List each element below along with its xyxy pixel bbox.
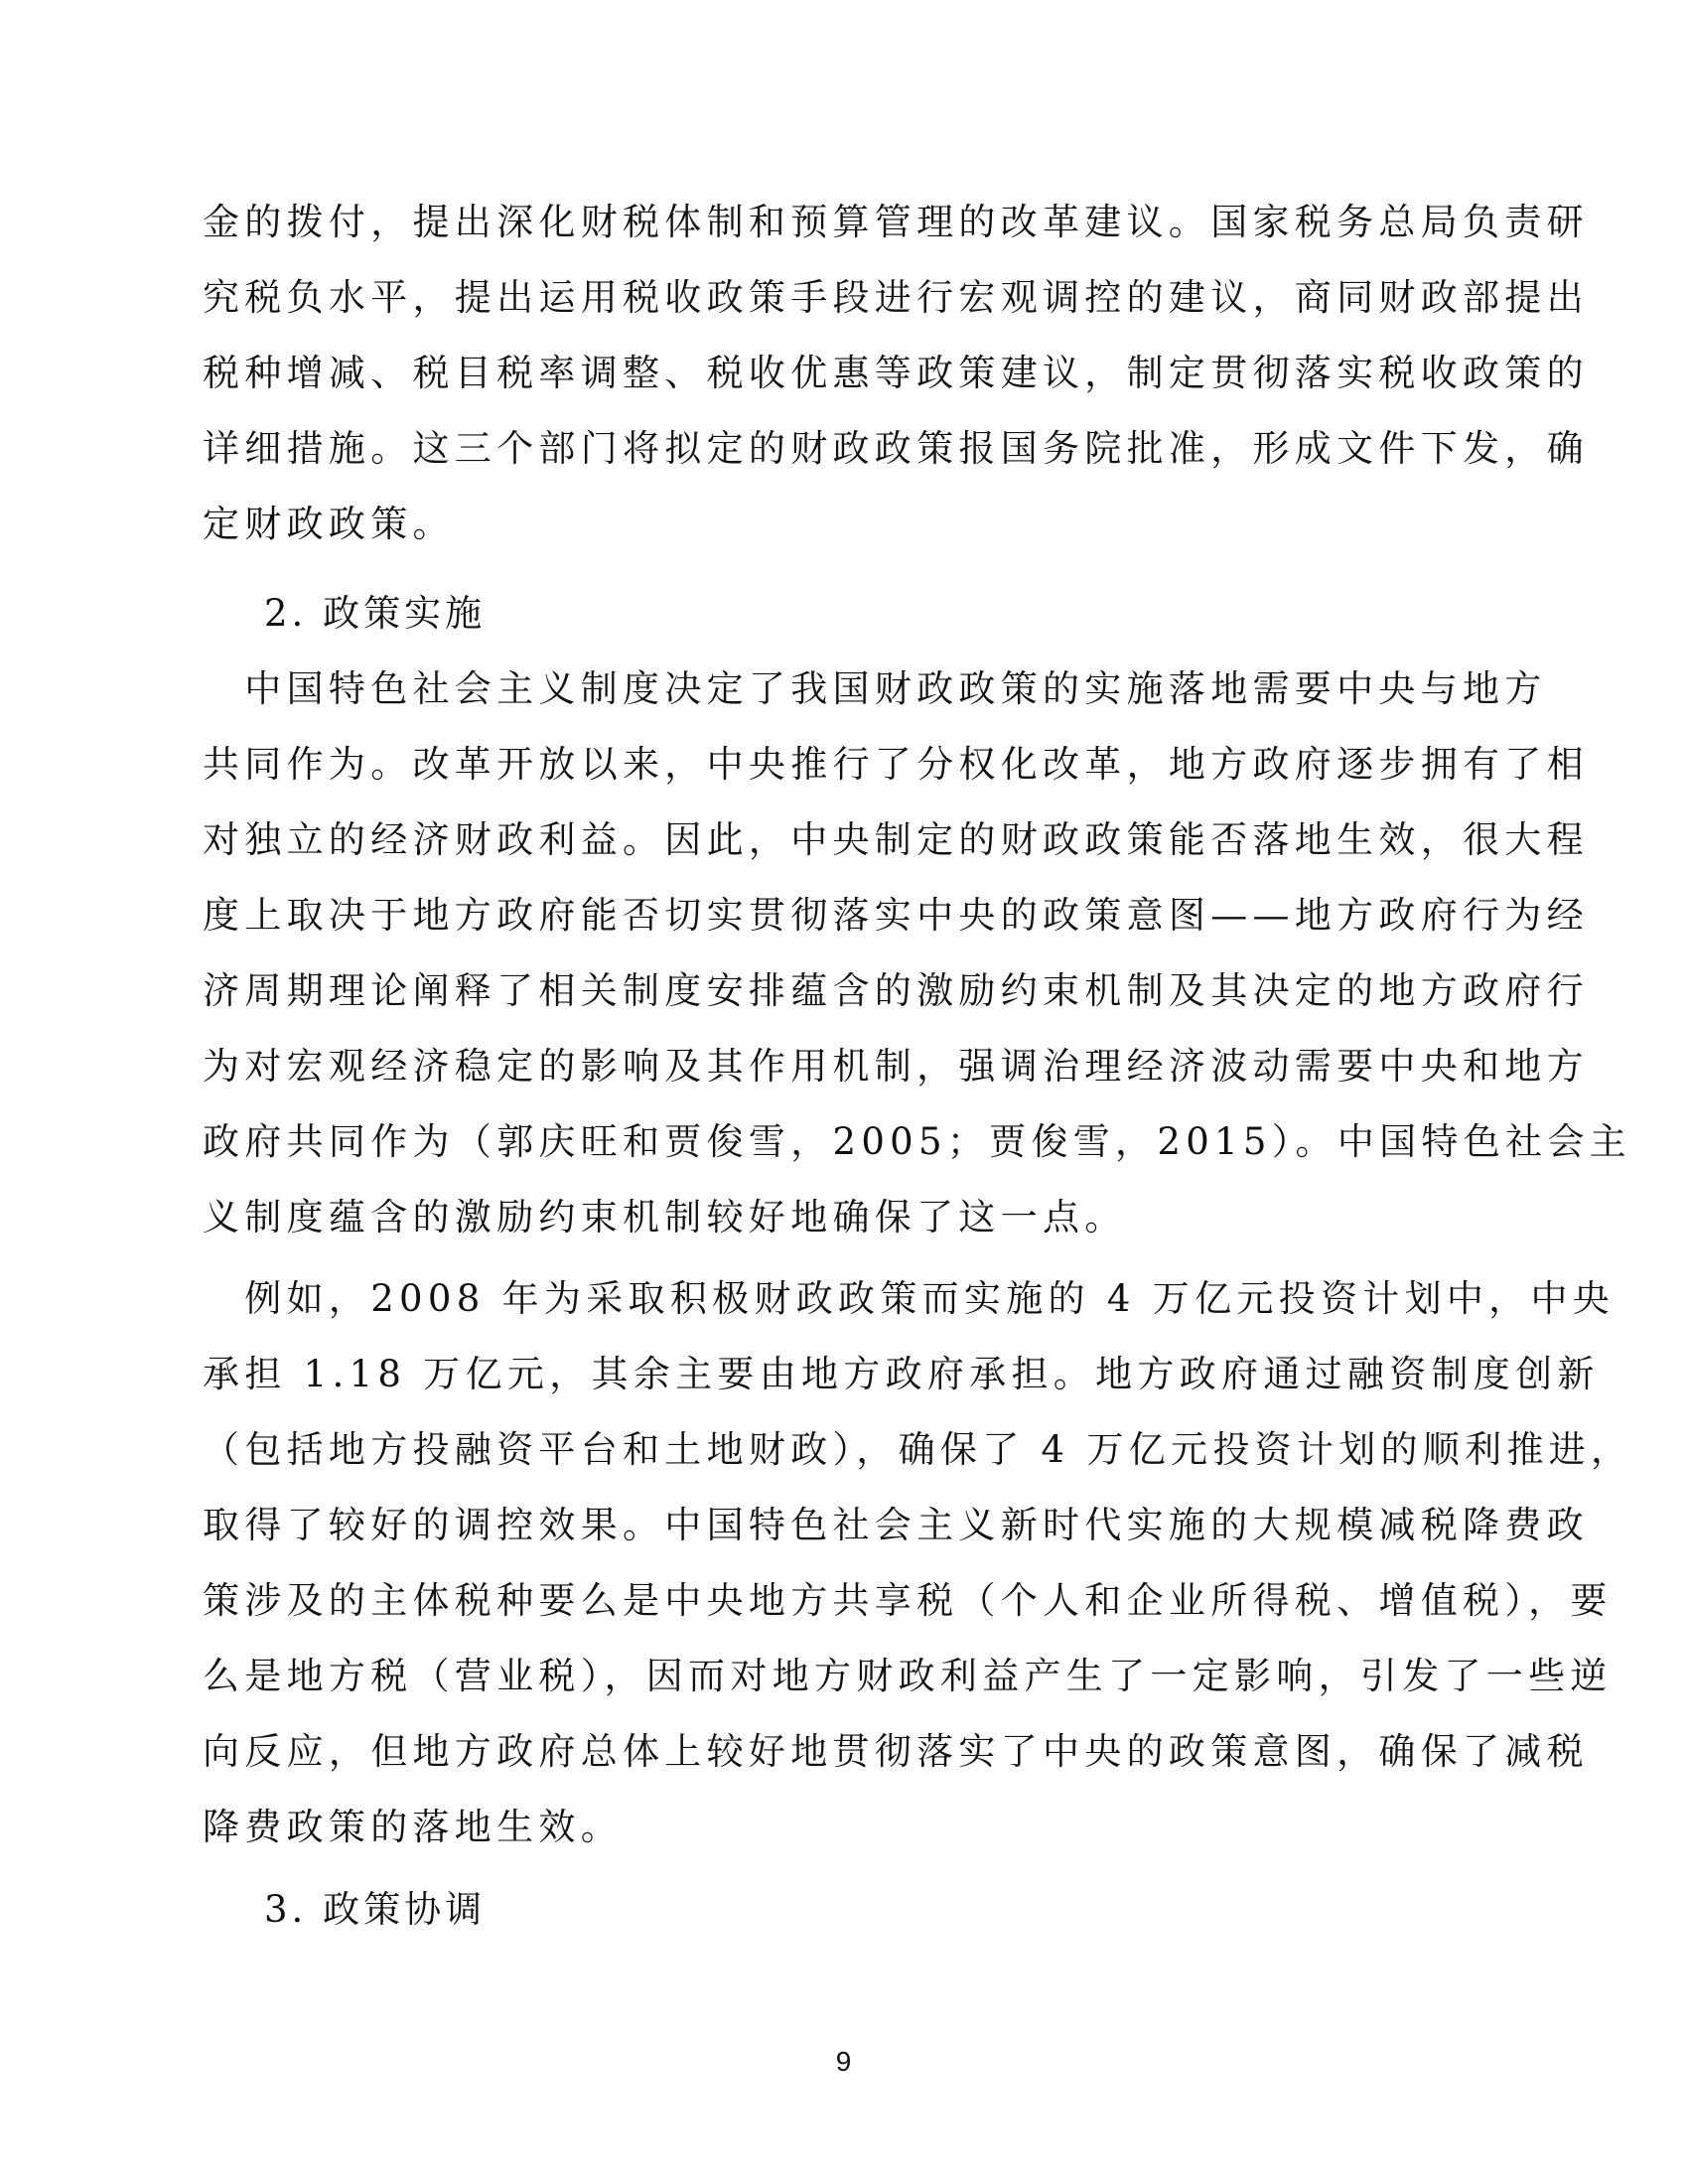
text-line: 税种增减、税目税率调整、税收优惠等政策建议，制定贯彻落实税收政策的 bbox=[203, 352, 1589, 394]
text-line: 金的拨付，提出深化财税体制和预算管理的改革建议。国家税务总局负责研 bbox=[203, 201, 1589, 243]
text-line: 策涉及的主体税种要么是中央地方共享税（个人和企业所得税、增值税），要 bbox=[203, 1579, 1613, 1622]
text-line: 为对宏观经济稳定的影响及其作用机制，强调治理经济波动需要中央和地方 bbox=[203, 1045, 1589, 1088]
text-line: 取得了较好的调控效果。中国特色社会主义新时代实施的大规模减税降费政 bbox=[203, 1504, 1589, 1546]
text-line: 政府共同作为（郭庆旺和贾俊雪，2005；贾俊雪，2015）。中国特色社会主 bbox=[203, 1120, 1631, 1163]
paragraph-central-local-cooperation bbox=[203, 652, 1631, 1255]
text-line: 义制度蕴含的激励约束机制较好地确保了这一点。 bbox=[203, 1196, 1127, 1238]
text-line: （包括地方投融资平台和土地财政），确保了 4 万亿元投资计划的顺利推进， bbox=[203, 1428, 1633, 1471]
text-line: 详细措施。这三个部门将拟定的财政政策报国务院批准，形成文件下发，确 bbox=[203, 427, 1589, 470]
text-line: 承担 1.18 万亿元，其余主要由地方政府承担。地方政府通过融资制度创新 bbox=[203, 1353, 1600, 1395]
text-line: 向反应，但地方政府总体上较好地贯彻落实了中央的政策意图，确保了减税 bbox=[203, 1730, 1589, 1773]
page-number: 9 bbox=[835, 2046, 852, 2077]
text-line: 究税负水平，提出运用税收政策手段进行宏观调控的建议，商同财政部提出 bbox=[203, 276, 1589, 319]
section-heading-policy-coordination: 3. 政策协调 bbox=[264, 1888, 487, 1931]
paragraph-investment-example bbox=[203, 1261, 1633, 1865]
text-line: 中国特色社会主义制度决定了我国财政政策的实施落地需要中央与地方 bbox=[203, 667, 1547, 710]
text-line: 么是地方税（营业税），因而对地方财政利益产生了一定影响，引发了一些逆 bbox=[203, 1655, 1613, 1697]
text-line: 例如，2008 年为采取积极财政政策而实施的 4 万亿元投资计划中，中央 bbox=[203, 1277, 1616, 1320]
text-line: 济周期理论阐释了相关制度安排蕴含的激励约束机制及其决定的地方政府行 bbox=[203, 969, 1589, 1012]
section-heading-policy-implementation: 2. 政策实施 bbox=[264, 592, 487, 635]
text-line: 共同作为。改革开放以来，中央推行了分权化改革，地方政府逐步拥有了相 bbox=[203, 743, 1589, 786]
text-line: 定财政政策。 bbox=[203, 503, 455, 545]
text-line: 降费政策的落地生效。 bbox=[203, 1806, 623, 1848]
text-line: 对独立的经济财政利益。因此，中央制定的财政政策能否落地生效，很大程 bbox=[203, 818, 1589, 861]
text-line: 度上取决于地方政府能否切实贯彻落实中央的政策意图——地方政府行为经 bbox=[203, 894, 1589, 937]
paragraph-policy-formulation bbox=[203, 185, 1589, 562]
